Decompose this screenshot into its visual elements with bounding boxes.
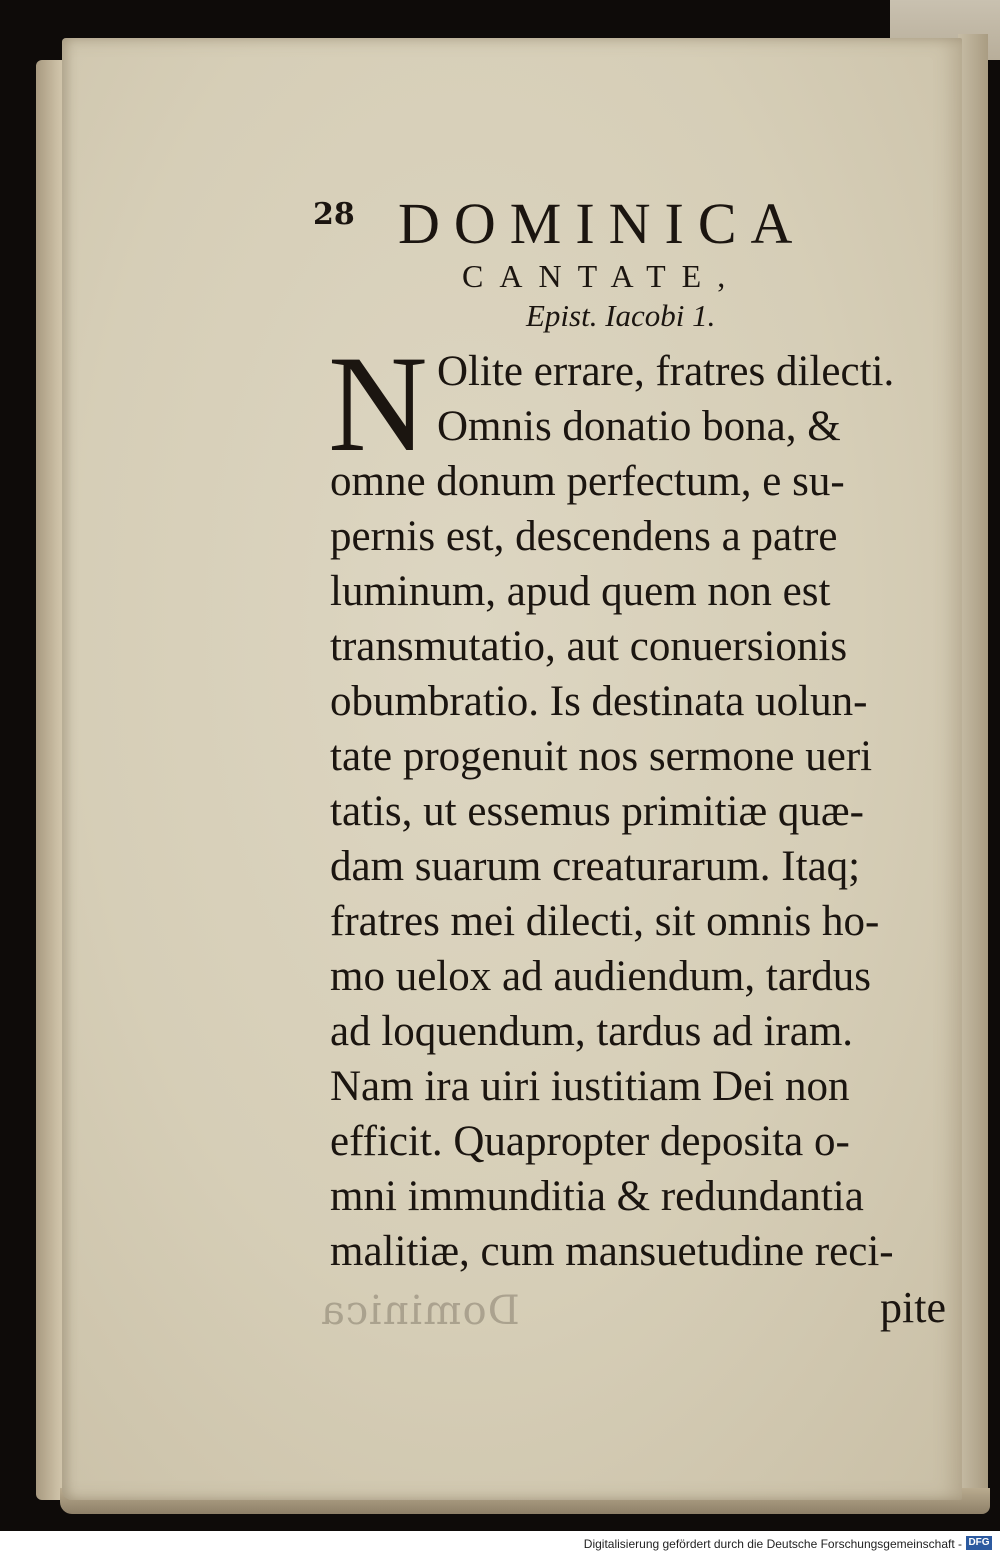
text-line: tate progenuit nos sermone ueri <box>330 733 873 780</box>
dfg-logo: DFG <box>966 1536 992 1550</box>
text-line: Omnis donatio bona, & <box>437 403 841 450</box>
text-line: obumbratio. Is destinata uolun- <box>330 678 868 725</box>
page-number: 28 <box>313 197 355 232</box>
text-line: fratres mei dilecti, sit omnis ho- <box>330 898 880 945</box>
text-line: pernis est, descendens a patre <box>330 513 838 560</box>
text-line: luminum, apud quem non est <box>330 568 831 615</box>
text-line: tatis, ut essemus primitiæ quæ- <box>330 788 864 835</box>
page-subheadline: CANTATE, <box>462 258 742 294</box>
text-line: malitiæ, cum mansuetudine reci- <box>330 1228 894 1275</box>
text-line: dam suarum creaturarum. Itaq; <box>330 843 861 890</box>
text-line: ad loquendum, tardus ad iram. <box>330 1008 854 1055</box>
page-headline: DOMINICA <box>398 191 807 256</box>
drop-cap: N <box>328 327 428 480</box>
bleed-through-text: Dominica <box>320 1288 520 1334</box>
text-line: Nam ira uiri iustitiam Dei non <box>330 1063 850 1110</box>
text-line: mo uelox ad audiendum, tardus <box>330 953 871 1000</box>
page-right-edge <box>958 34 988 1504</box>
text-line: transmutatio, aut conuersionis <box>330 623 848 670</box>
text-line: mni immunditia & redundantia <box>330 1173 864 1220</box>
text-line: Olite errare, fratres dilecti. <box>437 348 895 395</box>
text-line: omne donum perfectum, e su- <box>330 458 845 505</box>
footer-credit: Digitalisierung gefördert durch die Deutsche Forschungsgemeinschaft - <box>583 1537 962 1551</box>
catchword: pite <box>880 1283 946 1332</box>
text-line: efficit. Quapropter deposita o- <box>330 1118 850 1165</box>
epistle-reference: Epist. Iacobi 1. <box>526 298 716 333</box>
